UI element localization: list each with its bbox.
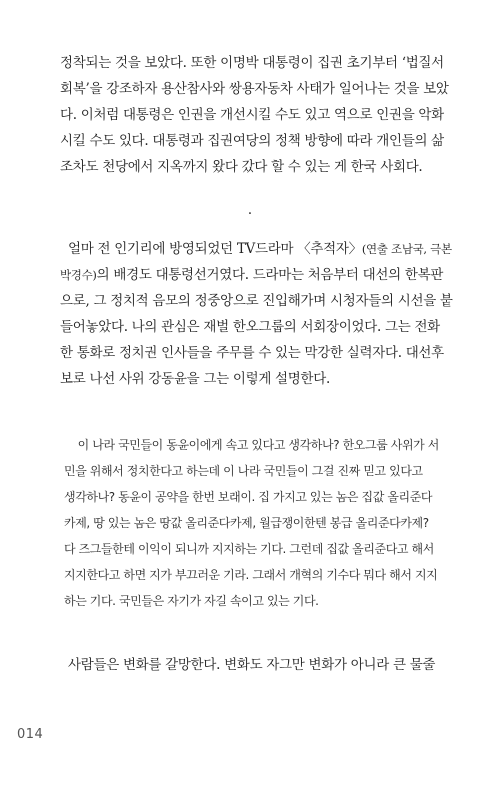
section-divider: ·	[247, 206, 253, 222]
paragraph-2-credit: (연출 조남국, 극본	[361, 242, 452, 256]
paragraph-2-line-text: 의 배경도 대통령선거였다. 드라마는 처음부터 대선의 한복판	[96, 267, 444, 283]
quote-line: 민을 위해서 정치한다고 하는데 이 나라 국민들이 그걸 진짜 믿고 있다고	[64, 464, 423, 478]
paragraph-3-line-text: 사람들은 변화를 갈망한다. 변화도 자그만 변화가 아니라 큰 물줄	[67, 657, 436, 673]
paragraph-2-line: 보로 나선 사위 강동윤을 그는 이렇게 설명한다.	[60, 371, 331, 387]
quote-line	[64, 432, 442, 458]
quote-block	[64, 432, 442, 614]
quote-line: 지지한다고 하면 지가 부끄러운 기라. 그래서 개혁의 기수다 뭐다 해서 지지	[64, 568, 438, 582]
paragraph-3-line	[60, 652, 440, 678]
paragraph-2-line	[60, 262, 444, 288]
paragraph-2-line	[60, 236, 452, 262]
paragraph-1-line: 회복’을 강조하자 용산참사와 쌍용자동차 사태가 일어나는 것을 보았	[60, 81, 449, 97]
page-number: 014	[17, 727, 44, 742]
paragraph-2-credit: 박경수)	[60, 268, 97, 282]
quote-line: 하는 기다. 국민들은 자기가 자길 속이고 있는 기다.	[64, 594, 319, 608]
paragraph-2-line-text: 얼마 전 인기리에 방영되었던 TV드라마 〈추적자〉	[67, 241, 362, 257]
paragraph-1	[60, 50, 449, 180]
quote-line: 카제, 땅 있는 놈은 땅값 올리준다카제, 월급쟁이한텐 봉급 올리준다카제?	[64, 516, 429, 530]
quote-line: 다 즈그들한테 이익이 되니까 지지하는 기다. 그런데 집값 올리준다고 해서	[64, 542, 434, 556]
paragraph-1-line: 시킬 수도 있다. 대통령과 집권여당의 정책 방향에 따라 개인들의 삶	[60, 133, 444, 149]
quote-line-text: 이 나라 국민들이 동윤이에게 속고 있다고 생각하나? 한오그룹 사위가 서	[77, 438, 439, 452]
paragraph-2-line: 한 통화로 정치권 인사들을 주무를 수 있는 막강한 실력자다. 대선후	[60, 345, 444, 361]
paragraph-2-line: 들어놓았다. 나의 관심은 재벌 한오그룹의 서회장이었다. 그는 전화	[60, 319, 440, 335]
paragraph-2	[60, 236, 453, 392]
paragraph-3	[60, 652, 440, 678]
paragraph-1-line: 정착되는 것을 보았다. 또한 이명박 대통령이 집권 초기부터 ‘법질서	[60, 55, 444, 71]
paragraph-2-line: 으로, 그 정치적 음모의 정중앙으로 진입해가며 시청자들의 시선을 붙	[60, 293, 453, 309]
paragraph-1-line: 조차도 천당에서 지옥까지 왔다 갔다 할 수 있는 게 한국 사회다.	[60, 159, 423, 175]
quote-line: 생각하나? 동윤이 공약을 한번 보래이. 집 가지고 있는 놈은 집값 올리준다	[64, 490, 433, 504]
paragraph-1-line: 다. 이처럼 대통령은 인권을 개선시킬 수도 있고 역으로 인권을 악화	[60, 107, 444, 123]
